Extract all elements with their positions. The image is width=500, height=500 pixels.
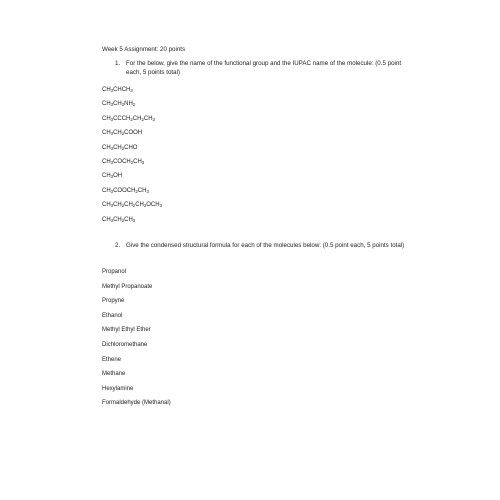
molecule-item: Propyne [102,298,125,305]
formula-list [102,86,162,230]
question-2-text: Give the condensed structural formula for each of the molecules below: (0.5 point each, 5 points total) [126,242,405,249]
molecule-item: Propanol [102,269,127,275]
formula-item: $CH_3CH_2COOH$ [102,130,143,137]
assignment-title: Week 5 Assignment: 20 points [102,46,186,53]
molecule-item: Methyl Ethyl Ether [102,327,151,334]
molecule-list [102,268,171,414]
molecule-item: Ethene [102,356,122,363]
question-2-number: 2. [115,242,121,249]
molecule-item: Dichloromethane [102,341,148,348]
question-2 [115,241,405,250]
formula-item: $CH_3CH_2CHO$ [102,144,138,151]
molecule-item: Hexylamine [102,385,134,392]
formula-item: $CH_3CH_2CH_3$ [102,216,136,223]
formula-item: $CH_3CH_2CH_2CH_2OCH_3$ [102,202,162,209]
formula-item: $CH_3OH$ [102,173,123,180]
question-1 [115,59,405,77]
question-1-number: 1. [115,60,121,67]
formula-item: $CH_3CH_2NH_2$ [102,101,136,108]
molecule-item: Ethanol [102,312,123,319]
formula-item: $CH_3CHCH_3$ [102,87,133,94]
molecule-item: Methyl Propanoate [102,283,153,290]
formula-item: $CH_3COOCH_2CH_3$ [102,187,149,194]
molecule-item: Formaldehyde (Methanal) [102,400,171,407]
formula-item: $CH_3COCH_2CH_3$ [102,158,145,166]
formula-item: $CH_3CCCH_2CH_2CH_3$ [102,115,155,122]
question-1-text: For the below, give the name of the functional group and the IUPAC name of the molecule: (0.5 point each, 5 points total) [126,60,402,76]
molecule-item: Methane [102,371,126,378]
